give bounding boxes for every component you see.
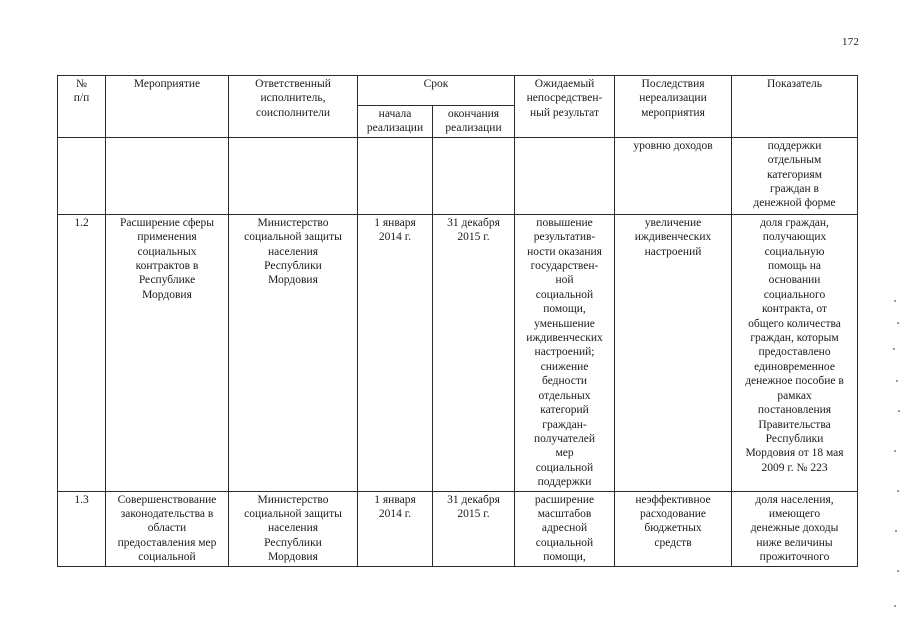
cell-expected: повышение результатив- ности оказания государствен- ной социальной помощи, уменьшение иждивенческих настроений; снижение бедности отдельных категорий граждан- получателей мер социальной поддержки (515, 214, 615, 491)
header-term: Срок (358, 76, 515, 106)
header-indicator: Показатель (732, 76, 858, 138)
cell-consequences: увеличение иждивенческих настроений (615, 214, 732, 491)
cell-executor: Министерство социальной защиты населения Республики Мордовия (229, 491, 358, 566)
header-consequences: Последствия нереализации мероприятия (615, 76, 732, 138)
header-num: № п/п (58, 76, 106, 138)
header-term-end: окончания реализации (433, 106, 515, 138)
page-number: 172 (842, 36, 860, 48)
cell-indicator: поддержки отдельным категориям граждан в денежной форме (732, 137, 858, 214)
cell-start: 1 января 2014 г. (358, 491, 433, 566)
cell-consequences: уровню доходов (615, 137, 732, 214)
cell-start (358, 137, 433, 214)
scan-edge-marks (891, 300, 901, 620)
cell-event: Совершенствование законодательства в области предоставления мер социальной (106, 491, 229, 566)
cell-executor: Министерство социальной защиты населения Республики Мордовия (229, 214, 358, 491)
cell-event: Расширение сферы применения социальных контрактов в Республике Мордовия (106, 214, 229, 491)
header-executor: Ответственный исполнитель, соисполнители (229, 76, 358, 138)
table-row (58, 214, 858, 491)
cell-start: 1 января 2014 г. (358, 214, 433, 491)
cell-indicator: доля населения, имеющего денежные доходы ниже величины прожиточного (732, 491, 858, 566)
cell-end: 31 декабря 2015 г. (433, 214, 515, 491)
table-header-row (58, 76, 858, 106)
cell-num: 1.3 (58, 491, 106, 566)
cell-executor (229, 137, 358, 214)
cell-expected (515, 137, 615, 214)
cell-num: 1.2 (58, 214, 106, 491)
cell-end (433, 137, 515, 214)
header-expected: Ожидаемый непосредствен- ный результат (515, 76, 615, 138)
table-row (58, 491, 858, 566)
table-row (58, 137, 858, 214)
cell-expected: расширение масштабов адресной социальной помощи, (515, 491, 615, 566)
header-event: Мероприятие (106, 76, 229, 138)
cell-indicator: доля граждан, получающих социальную помощь на основании социального контракта, от общего количества граждан, которым предоставлено единовременное денежное пособие в рамках постановления Правительства Республики Мордовия от 18 мая 2009 г. № 223 (732, 214, 858, 491)
measures-table (57, 75, 858, 567)
cell-event (106, 137, 229, 214)
header-term-start: начала реализации (358, 106, 433, 138)
cell-num (58, 137, 106, 214)
cell-end: 31 декабря 2015 г. (433, 491, 515, 566)
cell-consequences: неэффективное расходование бюджетных средств (615, 491, 732, 566)
